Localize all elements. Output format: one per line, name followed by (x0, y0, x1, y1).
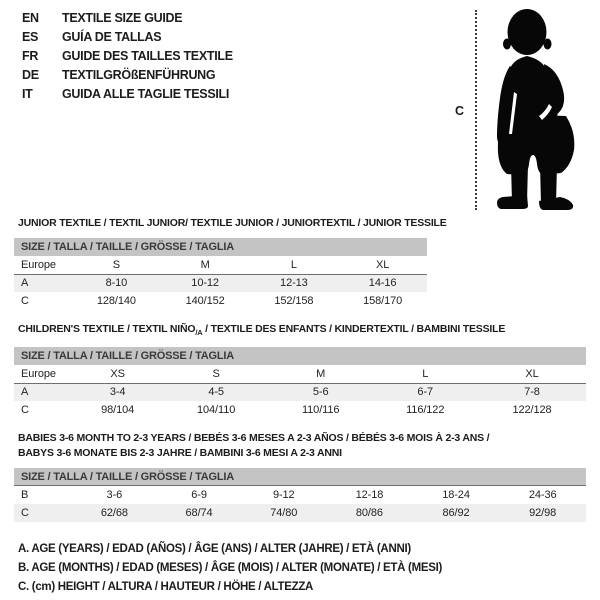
size-tables (14, 216, 586, 534)
language-code: IT (22, 87, 33, 101)
table-title-line: BABYS 3-6 MONATE BIS 2-3 JAHRE / BAMBINI 3-6 MESI A 2-3 ANNI (18, 447, 342, 460)
size-cell: 116/122 (406, 404, 445, 417)
size-cell: 110/116 (301, 404, 340, 417)
language-code: ES (22, 30, 39, 44)
table-title-line: CHILDREN'S TEXTILE / TEXTIL $NIÑO_{/A}$ / TEXTILE DES ENFANTS / KINDERTEXTIL / BAMBINI TESSILE (18, 323, 506, 338)
language-code: FR (22, 49, 39, 63)
language-label: TEXTILGRÖßENFÜHRUNG (62, 68, 216, 82)
language-header (22, 9, 233, 104)
row-label: C (21, 404, 29, 417)
size-header-bar: SIZE / TALLA / TAILLE / GRÖSSE / TAGLIA (14, 238, 427, 256)
table-title-line: JUNIOR TEXTILE / TEXTIL JUNIOR/ TEXTILE JUNIOR / JUNIORTEXTIL / JUNIOR TESSILE (18, 217, 447, 229)
row-label: A (21, 386, 29, 399)
language-label: GUIDE DES TAILLES TEXTILE (62, 49, 233, 63)
table-row (14, 401, 586, 419)
size-cell: 152/158 (274, 295, 314, 307)
size-cell: 6-7 (417, 386, 434, 399)
size-cell: 140/152 (185, 295, 225, 307)
size-cell: S (72, 256, 161, 274)
table-title (18, 322, 586, 340)
size-cell: 3-4 (109, 386, 126, 399)
size-table (14, 365, 586, 419)
language-row (22, 85, 233, 104)
table-title (18, 216, 447, 231)
size-table (14, 256, 427, 310)
size-cell: 158/170 (363, 295, 403, 307)
height-measure-label: C (455, 104, 465, 118)
size-cell: 7-8 (524, 386, 540, 399)
footnote-c: C. (cm) HEIGHT / ALTURA / HAUTEUR / HÖHE / ALTEZZA (18, 581, 314, 593)
size-cell: L (250, 256, 339, 274)
size-cell: 6-9 (191, 489, 207, 502)
footnote-a: A. AGE (YEARS) / EDAD (AÑOS) / ÂGE (ANS) / ALTER (JAHRE) / ETÀ (ANNI) (18, 543, 411, 555)
size-cell: 12-18 (355, 489, 384, 502)
size-cell: 62/68 (100, 507, 128, 520)
language-row (22, 47, 233, 66)
size-cell: XS (72, 365, 163, 383)
size-cell: 12-13 (280, 277, 308, 290)
row-label: C (21, 507, 29, 520)
size-cell: 104/110 (197, 404, 236, 417)
row-label: C (21, 295, 29, 307)
table-row (14, 274, 427, 292)
size-cell: 68/74 (185, 507, 213, 520)
table-row (14, 365, 586, 383)
size-cell: L (372, 365, 478, 383)
size-cell: S (163, 365, 269, 383)
row-label: Europe (14, 256, 72, 274)
size-cell: XL (338, 256, 427, 274)
language-label: GUIDA ALLE TAGLIE TESSILI (62, 87, 230, 101)
size-cell: 98/104 (101, 404, 135, 417)
size-cell: 18-24 (442, 489, 470, 502)
size-cell: XL (478, 365, 586, 383)
footnotes (18, 540, 442, 597)
language-code: EN (22, 11, 39, 25)
size-cell: 3-6 (106, 489, 123, 502)
size-cell: 14-16 (368, 277, 397, 290)
table-row (14, 292, 427, 310)
row-label: A (21, 277, 29, 290)
size-cell: 74/80 (270, 507, 298, 520)
size-cell: M (269, 365, 372, 383)
size-cell: 5-6 (312, 386, 329, 399)
language-code: DE (22, 68, 39, 82)
row-label: B (21, 489, 29, 502)
size-cell: M (161, 256, 250, 274)
table-row (14, 486, 586, 504)
baby-silhouette-icon (494, 6, 582, 212)
height-measure-line (475, 10, 477, 210)
table-title (18, 431, 586, 461)
size-cell: 8-10 (105, 277, 128, 290)
size-cell: 122/128 (512, 404, 552, 417)
size-cell: 4-5 (208, 386, 224, 399)
size-cell: 9-12 (272, 489, 295, 502)
size-table (14, 486, 586, 522)
size-header-bar: SIZE / TALLA / TAILLE / GRÖSSE / TAGLIA (14, 468, 586, 486)
table-row (14, 504, 586, 522)
footnote-b: B. AGE (MONTHS) / EDAD (MESES) / ÂGE (MOIS) / ALTER (MONATE) / ETÀ (MESI) (18, 562, 443, 574)
size-header-bar: SIZE / TALLA / TAILLE / GRÖSSE / TAGLIA (14, 347, 586, 365)
language-row (22, 66, 233, 85)
size-cell: 10-12 (191, 277, 219, 290)
size-cell: 86/92 (442, 507, 470, 520)
size-cell: 128/140 (96, 295, 136, 307)
table-title-line: BABIES 3-6 MONTH TO 2-3 YEARS / BEBÉS 3-6 MESES A 2-3 AÑOS / BÉBÉS 3-6 MOIS À 2-3 ANS / (18, 432, 490, 445)
table-row (14, 256, 427, 274)
size-cell: 80/86 (355, 507, 383, 520)
language-label: TEXTILE SIZE GUIDE (62, 11, 183, 25)
table-section-3 (14, 431, 586, 522)
row-label: Europe (14, 365, 72, 383)
size-cell: 24-36 (528, 489, 557, 502)
table-section-2 (14, 322, 586, 419)
language-row (22, 28, 233, 47)
language-row (22, 9, 233, 28)
table-row (14, 383, 586, 401)
language-label: GUÍA DE TALLAS (62, 30, 162, 44)
size-cell: 92/98 (529, 507, 557, 520)
table-section-1 (14, 216, 447, 310)
